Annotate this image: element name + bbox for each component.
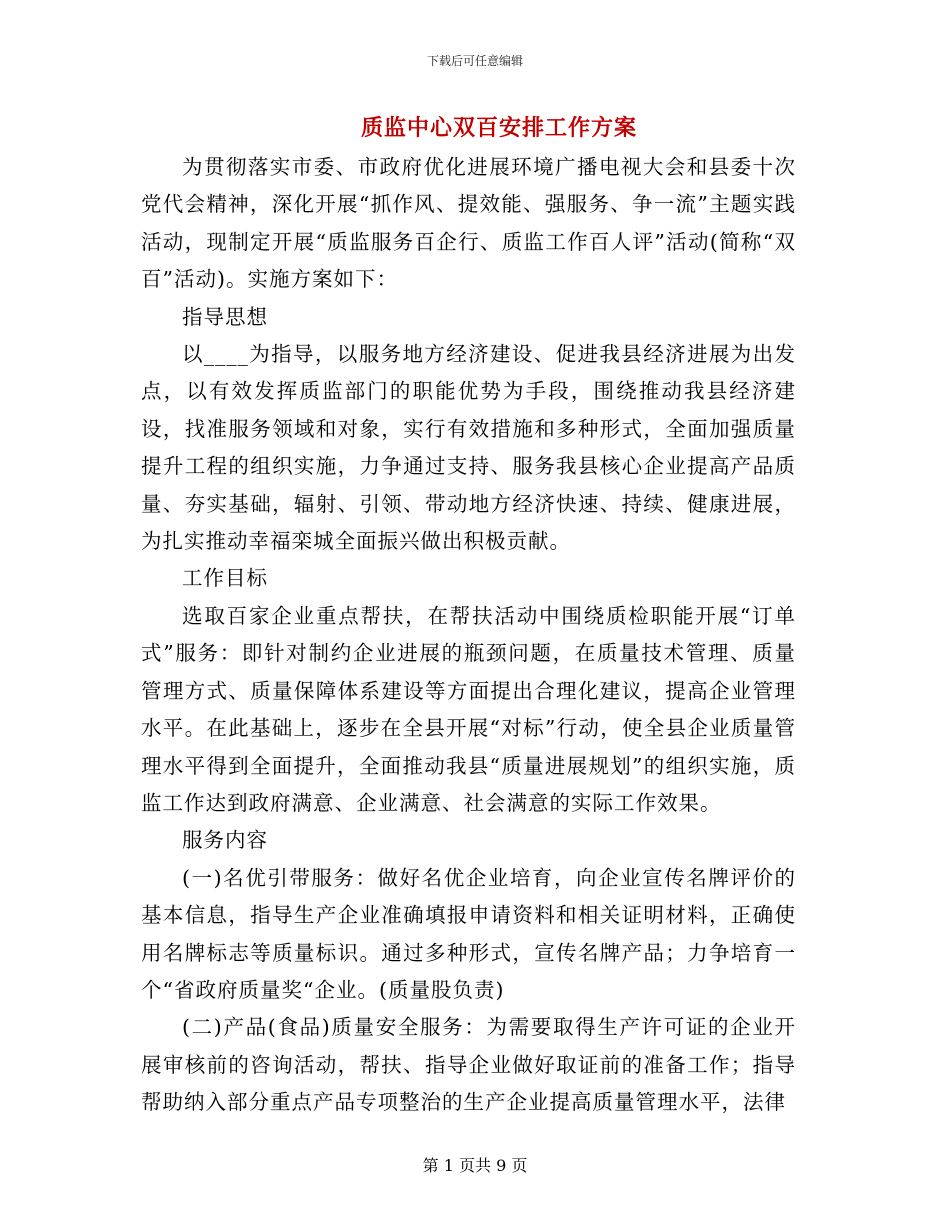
paragraph-service-item-2: (二)产品(食品)质量安全服务：为需要取得生产许可证的企业开展审核前的咨询活动，帮扶、指导企业做好取证前的准备工作；指导帮助纳入部分重点产品专项整治的生产企业提高质量管理水平，法律 bbox=[141, 1015, 796, 1115]
paragraph-guiding-thought: 以____为指导，以服务地方经济建设、促进我县经济进展为出发点，以有效发挥质监部门的职能优势为手段，围绕推动我县经济建设，找准服务领域和对象，实行有效措施和多种形式，全面加强质量提升工程的组织实施，力争通过支持、服务我县核心企业提高产品质量、夯实基础，辐射、引领、带动地方经济快速、持续、健康进展，为扎实推动幸福栾城全面振兴做出积极贡献。 bbox=[141, 342, 796, 554]
document-body bbox=[141, 149, 796, 1122]
section-heading-work-goals: 工作目标 bbox=[182, 566, 268, 591]
section-heading-guiding-thought: 指导思想 bbox=[182, 304, 268, 329]
page-footer: 第 1 页共 9 页 bbox=[422, 1156, 528, 1175]
document-title: 质监中心双百安排工作方案 bbox=[360, 115, 637, 141]
paragraph-work-goals: 选取百家企业重点帮扶，在帮扶活动中围绕质检职能开展“订单式”服务：即针对制约企业进展的瓶颈问题，在质量技术管理、质量管理方式、质量保障体系建设等方面提出合理化建议，提高企业管理水平。在此基础上，逐步在全县开展“对标”行动，使全县企业质量管理水平得到全面提升，全面推动我县“质量进展规划”的组织实施，质监工作达到政府满意、企业满意、社会满意的实际工作效果。 bbox=[141, 603, 796, 815]
page-header: 下载后可任意编辑 bbox=[426, 54, 523, 68]
paragraph-service-item-1: (一)名优引带服务：做好名优企业培育，向企业宣传名牌评价的基本信息，指导生产企业准确填报申请资料和相关证明材料，正确使用名牌标志等质量标识。通过多种形式，宣传名牌产品；力争培育一个“省政府质量奖“企业。(质量股负责) bbox=[141, 865, 796, 1002]
paragraph-intro: 为贯彻落实市委、市政府优化进展环境广播电视大会和县委十次党代会精神，深化开展“抓作风、提效能、强服务、争一流”主题实践活动，现制定开展“质监服务百企行、质监工作百人评”活动(简称“双百”活动)。实施方案如下： bbox=[141, 155, 796, 292]
section-heading-service-content: 服务内容 bbox=[182, 828, 268, 853]
